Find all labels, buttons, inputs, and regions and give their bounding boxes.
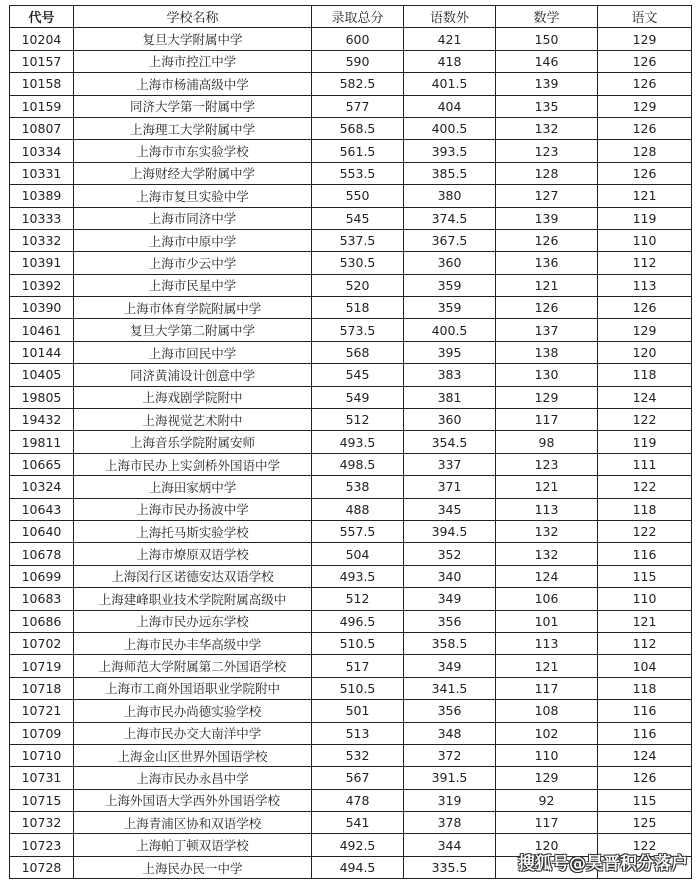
school-name: 上海音乐学院附属安师 [74,431,312,453]
math-score: 117 [496,812,598,834]
total-score: 537.5 [312,229,404,251]
school-code: 10640 [10,520,74,542]
school-name: 同济黄浦设计创意中学 [74,364,312,386]
chinese-math-english: 385.5 [404,162,496,184]
school-code: 10702 [10,632,74,654]
math-score: 126 [496,229,598,251]
table-row [10,50,692,72]
school-code: 10728 [10,856,74,878]
school-code: 10643 [10,498,74,520]
header-row [10,6,692,28]
chinese-math-english: 380 [404,185,496,207]
chinese-math-english: 360 [404,409,496,431]
school-code: 10732 [10,812,74,834]
chinese-math-english: 341.5 [404,677,496,699]
school-code: 19805 [10,386,74,408]
school-name: 上海市燎原双语学校 [74,543,312,565]
total-score: 582.5 [312,73,404,95]
school-code: 10392 [10,274,74,296]
chinese-score: 121 [598,185,692,207]
math-score: 121 [496,655,598,677]
school-name: 上海田家炳中学 [74,476,312,498]
table-row [10,588,692,610]
table-row [10,789,692,811]
total-score: 501 [312,700,404,722]
school-name: 上海市市东实验学校 [74,140,312,162]
chinese-score: 129 [598,319,692,341]
school-name: 上海市回民中学 [74,341,312,363]
school-code: 10159 [10,95,74,117]
chinese-math-english: 337 [404,453,496,475]
total-score: 504 [312,543,404,565]
chinese-math-english: 356 [404,700,496,722]
school-code: 10710 [10,744,74,766]
chinese-score: 124 [598,744,692,766]
chinese-score: 122 [598,409,692,431]
total-score: 568.5 [312,117,404,139]
chinese-math-english: 352 [404,543,496,565]
chinese-math-english: 393.5 [404,140,496,162]
chinese-score: 126 [598,297,692,319]
table-row [10,207,692,229]
school-code: 10715 [10,789,74,811]
chinese-math-english: 335.5 [404,856,496,878]
chinese-score: 126 [598,162,692,184]
chinese-score: 118 [598,364,692,386]
math-score: 126 [496,297,598,319]
total-score: 530.5 [312,252,404,274]
math-score: 102 [496,722,598,744]
total-score: 510.5 [312,677,404,699]
school-code: 10686 [10,610,74,632]
school-code: 10158 [10,73,74,95]
school-code: 10144 [10,341,74,363]
chinese-score: 110 [598,588,692,610]
school-code: 10678 [10,543,74,565]
table-row [10,744,692,766]
chinese-math-english: 378 [404,812,496,834]
school-name: 上海民办民一中学 [74,856,312,878]
chinese-score: 129 [598,28,692,50]
school-name: 上海市民办上实剑桥外国语中学 [74,453,312,475]
chinese-math-english: 319 [404,789,496,811]
header-chinese: 语文 [598,6,692,28]
chinese-score: 118 [598,677,692,699]
school-name: 复旦大学附属中学 [74,28,312,50]
total-score: 494.5 [312,856,404,878]
total-score: 512 [312,409,404,431]
school-code: 19811 [10,431,74,453]
math-score: 92 [496,789,598,811]
school-code: 10683 [10,588,74,610]
school-code: 10331 [10,162,74,184]
total-score: 549 [312,386,404,408]
chinese-score: 119 [598,431,692,453]
chinese-math-english: 340 [404,565,496,587]
chinese-score: 128 [598,140,692,162]
school-code: 10332 [10,229,74,251]
math-score: 132 [496,543,598,565]
total-score: 513 [312,722,404,744]
table-row [10,274,692,296]
math-score: 124 [496,565,598,587]
school-code: 10390 [10,297,74,319]
total-score: 573.5 [312,319,404,341]
chinese-math-english: 381 [404,386,496,408]
chinese-score: 118 [598,498,692,520]
math-score: 132 [496,520,598,542]
chinese-score: 113 [598,274,692,296]
chinese-score: 116 [598,700,692,722]
header-code: 代号 [10,6,74,28]
chinese-math-english: 348 [404,722,496,744]
table-row [10,543,692,565]
table-row [10,655,692,677]
total-score: 538 [312,476,404,498]
math-score: 136 [496,252,598,274]
school-name: 上海市民办远东学校 [74,610,312,632]
math-score: 150 [496,28,598,50]
chinese-score: 124 [598,386,692,408]
chinese-score: 111 [598,453,692,475]
chinese-score: 126 [598,50,692,72]
school-code: 10157 [10,50,74,72]
school-code: 10719 [10,655,74,677]
chinese-math-english: 374.5 [404,207,496,229]
watermark: 搜狐号@昊晋积分落户 [518,854,688,874]
total-score: 517 [312,655,404,677]
total-score: 512 [312,588,404,610]
school-name: 上海市少云中学 [74,252,312,274]
total-score: 553.5 [312,162,404,184]
chinese-math-english: 404 [404,95,496,117]
school-code: 10324 [10,476,74,498]
chinese-score: 119 [598,207,692,229]
school-name: 上海市杨浦高级中学 [74,73,312,95]
school-code: 10807 [10,117,74,139]
school-name: 上海市民星中学 [74,274,312,296]
chinese-score: 122 [598,834,692,856]
table-row [10,185,692,207]
table-row [10,409,692,431]
school-name: 上海财经大学附属中学 [74,162,312,184]
chinese-math-english: 367.5 [404,229,496,251]
chinese-math-english: 358.5 [404,632,496,654]
school-code: 10389 [10,185,74,207]
school-code: 10333 [10,207,74,229]
total-score: 561.5 [312,140,404,162]
math-score: 146 [496,50,598,72]
school-name: 上海青浦区协和双语学校 [74,812,312,834]
math-score: 113 [496,498,598,520]
chinese-math-english: 372 [404,744,496,766]
school-code: 10204 [10,28,74,50]
table-row [10,95,692,117]
math-score: 130 [496,364,598,386]
total-score: 493.5 [312,431,404,453]
school-name: 上海帕丁顿双语学校 [74,834,312,856]
table-row [10,812,692,834]
table-row [10,722,692,744]
math-score: 106 [496,588,598,610]
total-score: 532 [312,744,404,766]
total-score: 590 [312,50,404,72]
school-name: 上海市同济中学 [74,207,312,229]
chinese-score: 115 [598,789,692,811]
chinese-score: 126 [598,767,692,789]
table-row [10,565,692,587]
chinese-score: 122 [598,476,692,498]
school-name: 上海市民办丰华高级中学 [74,632,312,654]
chinese-score: 110 [598,229,692,251]
chinese-math-english: 394.5 [404,520,496,542]
table-row [10,386,692,408]
math-score: 110 [496,744,598,766]
chinese-math-english: 344 [404,834,496,856]
math-score: 128 [496,162,598,184]
admission-score-table [9,5,692,879]
math-score: 121 [496,476,598,498]
total-score: 510.5 [312,632,404,654]
table-row [10,632,692,654]
math-score: 121 [496,274,598,296]
school-name: 上海理工大学附属中学 [74,117,312,139]
school-name: 上海市民办交大南洋中学 [74,722,312,744]
math-score: 132 [496,117,598,139]
table-row [10,364,692,386]
total-score: 492.5 [312,834,404,856]
school-code: 10731 [10,767,74,789]
chinese-score: 129 [598,95,692,117]
chinese-math-english: 400.5 [404,117,496,139]
table-row [10,610,692,632]
table-row [10,453,692,475]
school-code: 10461 [10,319,74,341]
header-math: 数学 [496,6,598,28]
school-name: 上海闵行区诺德安达双语学校 [74,565,312,587]
total-score: 545 [312,207,404,229]
school-name: 上海市民办扬波中学 [74,498,312,520]
school-code: 19432 [10,409,74,431]
table-row [10,297,692,319]
total-score: 550 [312,185,404,207]
chinese-score: 116 [598,543,692,565]
chinese-math-english: 359 [404,274,496,296]
school-code: 10405 [10,364,74,386]
table-row [10,767,692,789]
total-score: 498.5 [312,453,404,475]
school-name: 上海市民办永昌中学 [74,767,312,789]
chinese-score: 112 [598,632,692,654]
school-code: 10391 [10,252,74,274]
math-score: 135 [496,95,598,117]
chinese-math-english: 400.5 [404,319,496,341]
table-row [10,341,692,363]
header-school-name: 学校名称 [74,6,312,28]
total-score: 488 [312,498,404,520]
chinese-score: 125 [598,812,692,834]
total-score: 496.5 [312,610,404,632]
chinese-score: 115 [598,565,692,587]
math-score: 139 [496,207,598,229]
school-name: 上海师范大学附属第二外国语学校 [74,655,312,677]
school-name: 同济大学第一附属中学 [74,95,312,117]
header-chinese-math-english: 语数外 [404,6,496,28]
chinese-score: 116 [598,722,692,744]
math-score: 117 [496,409,598,431]
school-name: 上海视觉艺术附中 [74,409,312,431]
school-name: 上海市中原中学 [74,229,312,251]
chinese-math-english: 345 [404,498,496,520]
total-score: 545 [312,364,404,386]
school-code: 10334 [10,140,74,162]
total-score: 520 [312,274,404,296]
math-score: 98 [496,431,598,453]
table-row [10,520,692,542]
total-score: 478 [312,789,404,811]
school-name: 上海金山区世界外国语学校 [74,744,312,766]
chinese-math-english: 418 [404,50,496,72]
table-row [10,252,692,274]
total-score: 493.5 [312,565,404,587]
chinese-math-english: 349 [404,655,496,677]
table-row [10,700,692,722]
chinese-math-english: 391.5 [404,767,496,789]
chinese-math-english: 356 [404,610,496,632]
math-score: 123 [496,453,598,475]
table-row [10,677,692,699]
school-name: 上海戏剧学院附中 [74,386,312,408]
total-score: 541 [312,812,404,834]
chinese-math-english: 401.5 [404,73,496,95]
table-row [10,28,692,50]
chinese-math-english: 395 [404,341,496,363]
chinese-score: 120 [598,341,692,363]
math-score: 123 [496,140,598,162]
chinese-math-english: 371 [404,476,496,498]
math-score: 137 [496,319,598,341]
table-row [10,73,692,95]
total-score: 518 [312,297,404,319]
school-name: 上海托马斯实验学校 [74,520,312,542]
table-row [10,431,692,453]
math-score: 117 [496,677,598,699]
table-row [10,117,692,139]
chinese-math-english: 383 [404,364,496,386]
math-score: 108 [496,700,598,722]
total-score: 557.5 [312,520,404,542]
school-name: 上海市复旦实验中学 [74,185,312,207]
school-code: 10665 [10,453,74,475]
math-score: 120 [496,834,598,856]
chinese-score: 126 [598,117,692,139]
total-score: 567 [312,767,404,789]
math-score: 129 [496,386,598,408]
total-score: 600 [312,28,404,50]
chinese-math-english: 360 [404,252,496,274]
school-name: 上海市体育学院附属中学 [74,297,312,319]
school-code: 10709 [10,722,74,744]
total-score: 568 [312,341,404,363]
school-name: 上海建峰职业技术学院附属高级中 [74,588,312,610]
school-code: 10723 [10,834,74,856]
school-name: 上海市民办尚德实验学校 [74,700,312,722]
school-code: 10721 [10,700,74,722]
chinese-score: 126 [598,73,692,95]
math-score: 129 [496,767,598,789]
table-row [10,140,692,162]
table-row [10,476,692,498]
math-score: 101 [496,610,598,632]
math-score: 127 [496,185,598,207]
chinese-score: 112 [598,252,692,274]
chinese-score: 122 [598,520,692,542]
school-code: 10718 [10,677,74,699]
math-score: 139 [496,73,598,95]
chinese-math-english: 421 [404,28,496,50]
school-name: 上海外国语大学西外外国语学校 [74,789,312,811]
math-score: 138 [496,341,598,363]
school-name: 复旦大学第二附属中学 [74,319,312,341]
school-code: 10699 [10,565,74,587]
table-row [10,498,692,520]
table-row [10,229,692,251]
school-name: 上海市控江中学 [74,50,312,72]
chinese-math-english: 354.5 [404,431,496,453]
header-total-score: 录取总分 [312,6,404,28]
chinese-math-english: 349 [404,588,496,610]
chinese-score: 104 [598,655,692,677]
total-score: 577 [312,95,404,117]
school-name: 上海市工商外国语职业学院附中 [74,677,312,699]
table-row [10,319,692,341]
math-score: 113 [496,632,598,654]
chinese-score: 121 [598,610,692,632]
table-row [10,162,692,184]
chinese-math-english: 359 [404,297,496,319]
